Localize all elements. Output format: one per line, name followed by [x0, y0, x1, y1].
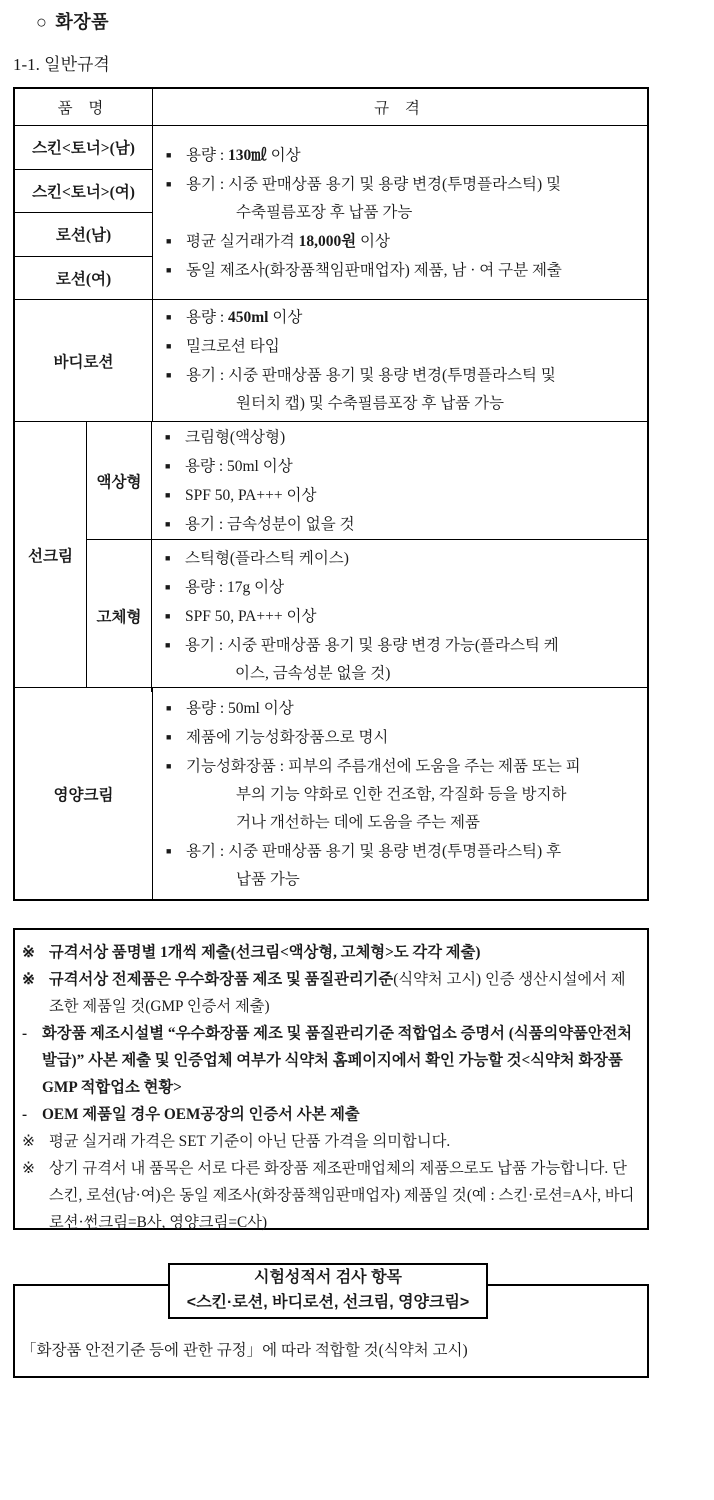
reference-mark-icon: ※	[22, 1160, 35, 1177]
reference-mark-icon: ※	[22, 971, 35, 988]
spec-line	[166, 303, 641, 332]
spec-table	[13, 87, 649, 901]
test-items-title-box	[168, 1263, 488, 1319]
note-item-5	[22, 1128, 639, 1155]
spec-text: 용기 : 시중 판매상품 용기 및 용량 변경 가능(플라스틱 케	[185, 637, 559, 654]
spec-line	[166, 227, 641, 256]
table-header-row	[15, 89, 647, 126]
note-text-bold: 규격서상 전제품은 우수화장품 제조 및 품질관리기준	[49, 971, 394, 988]
doc-title	[36, 8, 109, 34]
test-items-title-line1: 시험성적서 검사 항목	[254, 1269, 402, 1287]
square-bullet-icon: ■	[166, 264, 172, 275]
square-bullet-icon: ■	[165, 431, 171, 442]
spec-line	[166, 141, 641, 170]
test-items-title-line2: <스킨·로션, 바디로션, 선크림, 영양크림>	[186, 1294, 470, 1311]
spec-cell-body-lotion	[153, 300, 647, 421]
suncream-subrows	[87, 422, 647, 687]
subtype-name-liquid: 액상형	[87, 422, 152, 539]
reference-mark-icon: ※	[22, 944, 35, 961]
spec-text: 이상	[266, 146, 301, 164]
square-bullet-icon: ■	[166, 370, 172, 380]
spec-cell-solid	[152, 540, 647, 692]
note-item-3	[22, 1020, 639, 1101]
spec-text: 제품에 기능성화장품으로 명시	[186, 728, 389, 746]
note-text: (식약처 고시) 인증 생산시설에서 제조한 제품일 것(GMP 인증서 제출)	[49, 971, 626, 1015]
note-item-6	[22, 1155, 639, 1236]
table-header-spec: 규 격	[374, 100, 426, 117]
table-rowgroup-suncream	[15, 422, 647, 688]
spec-text-bold: 18,000원	[298, 232, 357, 250]
table-row-nutrition-cream	[15, 688, 647, 899]
spec-text-bold: 450ml	[228, 309, 269, 326]
regulation-note: 「화장품 안전기준 등에 관한 규정」에 따라 적합할 것(식약처 고시)	[21, 1342, 468, 1359]
note-text: 평균 실거래 가격은 SET 기준이 아닌 단품 가격을 의미합니다.	[49, 1133, 451, 1150]
note-item-1	[22, 939, 639, 966]
product-name-suncream: 선크림	[15, 422, 87, 687]
spec-line	[165, 481, 641, 510]
spec-line	[165, 602, 641, 631]
product-name-lotion-f: 로션(여)	[55, 270, 112, 288]
spec-line-continuation: 거나 개선하는 데에 도움을 주는 제품	[236, 813, 480, 831]
square-bullet-icon: ■	[165, 582, 171, 592]
product-name-column	[15, 126, 153, 299]
table-rowgroup-skin-lotion	[15, 126, 647, 300]
spec-line	[166, 256, 641, 285]
spec-text: SPF 50, PA+++ 이상	[185, 486, 317, 504]
note-item-4	[22, 1101, 639, 1128]
product-name-nutrition-cream: 영양크림	[15, 688, 153, 899]
note-text: 화장품 제조시설별 “우수화장품 제조 및 품질관리기준 적합업소 증명서 (식품의약품안전처 발급)” 사본 제출 및 인증업체 여부가 식약처 홈페이지에서 확인 가능할 것<식약처 화장품 GMP 적합업소 현황>	[42, 1025, 633, 1096]
square-bullet-icon: ■	[165, 640, 171, 650]
spec-line	[166, 723, 641, 752]
spec-text: 용기 : 시중 판매상품 용기 및 용량 변경(투명플라스틱) 및	[186, 175, 562, 193]
square-bullet-icon: ■	[166, 178, 172, 189]
suncream-solid-row	[87, 540, 647, 692]
product-name-lotion-m: 로션(남)	[15, 213, 152, 257]
spec-text: 이상	[356, 232, 390, 250]
product-name-body-lotion: 바디로션	[15, 300, 153, 421]
note-text: OEM 제품일 경우 OEM공장의 인증서 사본 제출	[42, 1106, 360, 1123]
spec-line	[165, 510, 641, 539]
note-text: 규격서상 품명별 1개씩 제출(선크림<액상형, 고체형>도 각각 제출)	[49, 944, 481, 961]
spec-text: 크림형(액상형)	[185, 428, 286, 446]
section-subtitle: 1-1. 일반규격	[13, 55, 110, 74]
spec-text: 용량 : 50ml 이상	[185, 457, 293, 475]
spec-line	[166, 332, 641, 361]
subtype-name-solid: 고체형	[87, 540, 152, 692]
spec-cell-nutrition-cream	[153, 688, 647, 899]
spec-line-continuation: 수축필름포장 후 납품 가능	[236, 203, 413, 221]
dash-mark-icon: -	[22, 1106, 28, 1123]
spec-text: 용기 : 금속성분이 없을 것	[185, 515, 355, 533]
spec-line	[165, 423, 641, 452]
spec-line	[165, 452, 641, 481]
note-item-2	[22, 966, 639, 1020]
spec-line-continuation: 납품 가능	[236, 870, 300, 888]
square-bullet-icon: ■	[165, 460, 171, 471]
table-header-product: 품 명	[15, 89, 153, 125]
spec-text: 이상	[268, 309, 303, 326]
square-bullet-icon: ■	[166, 702, 172, 713]
spec-text: 용량 : 17g 이상	[185, 579, 285, 596]
product-name-skin-f: 스킨<토너>(여)	[15, 170, 152, 214]
square-bullet-icon: ■	[165, 518, 171, 529]
spec-line	[166, 752, 641, 781]
square-bullet-icon: ■	[165, 553, 171, 563]
table-row-body-lotion	[15, 300, 647, 422]
notes-box	[13, 928, 649, 1230]
spec-line	[166, 170, 641, 199]
spec-text: SPF 50, PA+++ 이상	[185, 608, 317, 625]
spec-line	[166, 694, 641, 723]
square-bullet-icon: ■	[166, 149, 172, 160]
spec-line-continuation: 이스, 금속성분 없을 것)	[235, 665, 391, 682]
spec-text: 용량 : 50ml 이상	[186, 699, 294, 717]
spec-text: 기능성화장품 : 피부의 주름개선에 도움을 주는 제품 또는 피	[186, 757, 581, 775]
spec-text: 용기 : 시중 판매상품 용기 및 용량 변경(투명플라스틱 및	[186, 367, 556, 384]
spec-text: 밀크로션 타입	[186, 338, 280, 355]
doc-title-text: 화장품	[55, 12, 110, 32]
spec-text: 용기 : 시중 판매상품 용기 및 용량 변경(투명플라스틱) 후	[186, 842, 562, 860]
square-bullet-icon: ■	[166, 731, 172, 742]
square-bullet-icon: ■	[166, 845, 172, 856]
spec-line-continuation: 원터치 캡) 및 수축필름포장 후 납품 가능	[236, 395, 504, 412]
spec-line-continuation: 부의 기능 약화로 인한 건조함, 각질화 등을 방지하	[236, 785, 567, 803]
note-text: 상기 규격서 내 품목은 서로 다른 화장품 제조판매업체의 제품으로도 납품 가능합니다. 단 스킨, 로션(남·여)은 동일 제조사(화장품책임판매업자) 제품일 것(예 : 스킨·로션=A사, 바디로션·썬크림=B사, 영양크림=C사)	[49, 1160, 635, 1231]
spec-text: 동일 제조사(화장품책임판매업자) 제품, 남 · 여 구분 제출	[186, 261, 562, 279]
spec-text: 용량 :	[186, 309, 229, 326]
spec-text: 용량 :	[186, 146, 229, 164]
square-bullet-icon: ■	[166, 760, 172, 771]
square-bullet-icon: ■	[166, 235, 172, 246]
square-bullet-icon: ■	[166, 341, 172, 351]
spec-line	[165, 573, 641, 602]
spec-line	[165, 631, 641, 660]
suncream-liquid-row	[87, 422, 647, 540]
square-bullet-icon: ■	[165, 611, 171, 621]
spec-line	[166, 361, 641, 390]
spec-line	[166, 837, 641, 866]
product-name-skin-m: 스킨<토너>(남)	[15, 126, 152, 170]
spec-text: 스틱형(플라스틱 케이스)	[185, 550, 349, 567]
circle-bullet-icon: ○	[36, 12, 48, 32]
spec-cell-skin-lotion	[153, 126, 647, 299]
spec-line	[165, 544, 641, 573]
spec-cell-liquid	[152, 422, 647, 539]
dash-mark-icon: -	[22, 1025, 28, 1042]
square-bullet-icon: ■	[166, 312, 172, 322]
reference-mark-icon: ※	[22, 1133, 35, 1150]
spec-text: 평균 실거래가격	[186, 232, 299, 250]
square-bullet-icon: ■	[165, 489, 171, 500]
spec-text-bold: 130㎖	[228, 146, 267, 164]
